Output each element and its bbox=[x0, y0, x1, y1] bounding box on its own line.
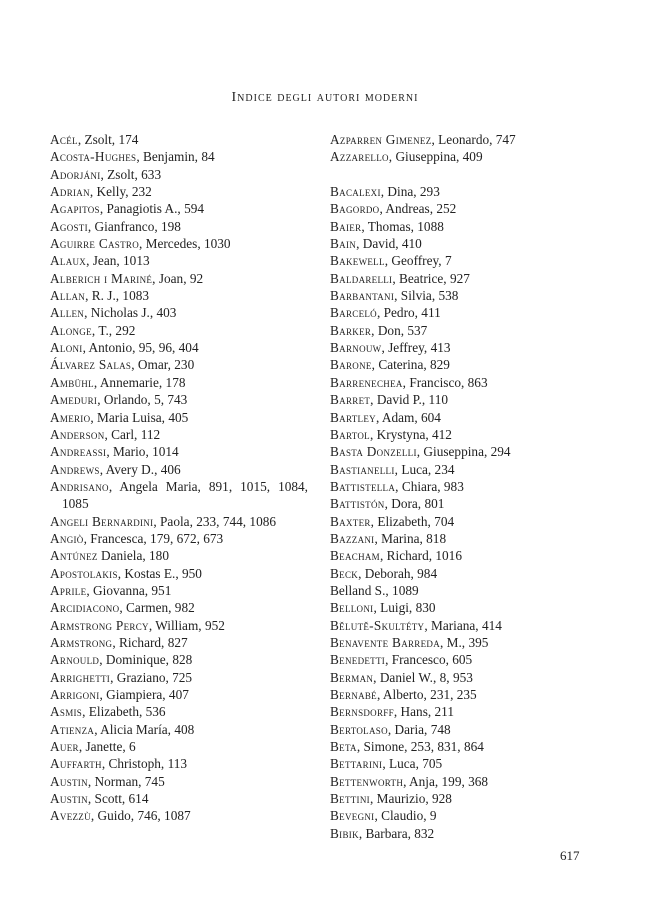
author-surname: Acél bbox=[50, 132, 78, 147]
entry-details: , David P., 110 bbox=[370, 392, 448, 408]
index-entry bbox=[330, 461, 588, 478]
entry-details: , Graziano, 725 bbox=[110, 669, 193, 685]
index-entry bbox=[330, 235, 588, 252]
index-entry bbox=[330, 409, 588, 426]
author-surname: Arrighetti bbox=[50, 669, 111, 685]
index-entry bbox=[50, 478, 308, 513]
author-surname: Alonge bbox=[50, 322, 92, 338]
index-entry bbox=[50, 599, 308, 616]
author-surname: Ameduri bbox=[50, 392, 98, 408]
index-entry bbox=[330, 582, 588, 599]
author-surname: Adrian bbox=[50, 184, 90, 200]
author-surname: Aloni bbox=[50, 340, 83, 356]
entry-details: , Leonardo, 747 bbox=[431, 132, 516, 147]
author-surname: Acosta-Hughes bbox=[50, 149, 137, 165]
entry-details: , Alicia María, 408 bbox=[94, 721, 195, 737]
index-entry bbox=[330, 200, 588, 217]
entry-details: , Joan, 92 bbox=[152, 270, 204, 286]
index-entry bbox=[50, 322, 308, 339]
entry-details: , R. J., 1083 bbox=[85, 288, 150, 304]
entry-details: , Anja, 199, 368 bbox=[403, 773, 489, 789]
entry-details: , William, 952 bbox=[148, 617, 225, 633]
entry-details: , Gianfranco, 198 bbox=[87, 218, 181, 234]
author-surname: Auer bbox=[50, 739, 79, 755]
index-entry bbox=[330, 391, 588, 408]
entry-details: , Claudio, 9 bbox=[374, 808, 437, 824]
author-surname: Aprile bbox=[50, 582, 87, 598]
index-entry bbox=[330, 651, 588, 668]
index-entry bbox=[50, 391, 308, 408]
index-entry bbox=[50, 461, 308, 478]
author-surname: Baxter bbox=[330, 513, 371, 529]
author-surname: Allen bbox=[50, 305, 85, 321]
author-surname: Berman bbox=[330, 669, 374, 685]
entry-details: , Christoph, 113 bbox=[101, 756, 188, 772]
index-entry bbox=[330, 807, 588, 824]
author-surname: Barnouw bbox=[330, 340, 382, 356]
author-surname: Andrisano bbox=[50, 478, 109, 494]
index-entry bbox=[50, 200, 308, 217]
letter-section-gap bbox=[330, 166, 588, 183]
author-surname: Bělutě-Skultéty bbox=[330, 617, 425, 633]
index-entry bbox=[330, 287, 588, 304]
index-entry bbox=[330, 270, 588, 287]
entry-details: , Francesca, 179, 672, 673 bbox=[83, 530, 224, 546]
index-entry bbox=[50, 582, 308, 599]
index-entry bbox=[330, 252, 588, 269]
entry-details: , Orlando, 5, 743 bbox=[97, 392, 188, 408]
entry-details: , Daria, 748 bbox=[387, 721, 451, 737]
entry-details: , T., 292 bbox=[91, 322, 136, 338]
author-surname: Arrigoni bbox=[50, 687, 100, 702]
index-entry bbox=[330, 478, 588, 495]
author-surname: Asmis bbox=[50, 704, 83, 720]
entry-details: , David, 410 bbox=[356, 236, 422, 252]
author-surname: Bastianelli bbox=[330, 461, 395, 477]
author-surname: Auffarth bbox=[50, 756, 102, 772]
entry-details: , Richard, 827 bbox=[112, 634, 188, 650]
page-number: 617 bbox=[560, 848, 580, 863]
index-entry bbox=[330, 530, 588, 547]
entry-details: , Beatrice, 927 bbox=[392, 270, 470, 286]
entry-details: , Janette, 6 bbox=[78, 739, 136, 755]
index-entry bbox=[50, 669, 308, 686]
index-entry bbox=[330, 755, 588, 772]
index-entry bbox=[330, 703, 588, 720]
author-surname: Barceló bbox=[330, 305, 377, 321]
index-entry bbox=[50, 166, 308, 183]
index-entry bbox=[330, 443, 588, 460]
index-entry bbox=[50, 807, 308, 824]
index-entry bbox=[330, 599, 588, 616]
index-entry bbox=[330, 131, 588, 148]
entry-details: , Avery D., 406 bbox=[99, 461, 181, 477]
entry-details: , Silvia, 538 bbox=[394, 288, 459, 304]
index-entry bbox=[50, 721, 308, 738]
entry-details: Daniela, 180 bbox=[97, 548, 169, 564]
entry-details: , Caterina, 829 bbox=[371, 357, 450, 373]
index-entry bbox=[330, 304, 588, 321]
index-entry bbox=[50, 148, 308, 165]
entry-details: , Thomas, 1088 bbox=[361, 218, 444, 234]
index-entry bbox=[50, 218, 308, 235]
entry-details: , Elizabeth, 536 bbox=[82, 704, 166, 720]
entry-details: , Paola, 233, 744, 1086 bbox=[153, 513, 277, 529]
author-surname: Beta bbox=[330, 739, 357, 755]
entry-details: , Luca, 234 bbox=[394, 461, 455, 477]
entry-details: , Barbara, 832 bbox=[358, 825, 435, 841]
entry-details: , Mario, 1014 bbox=[106, 444, 179, 460]
index-entry bbox=[50, 409, 308, 426]
entry-details: , Krystyna, 412 bbox=[369, 426, 452, 442]
index-entry bbox=[50, 790, 308, 807]
entry-details: , Andreas, 252 bbox=[379, 201, 457, 217]
author-surname: Alaux bbox=[50, 253, 87, 269]
index-entry bbox=[50, 443, 308, 460]
entry-details: , Alberto, 231, 235 bbox=[376, 687, 477, 702]
entry-details: Belland S., 1089 bbox=[330, 582, 419, 598]
index-entry bbox=[50, 651, 308, 668]
entry-details: , Pedro, 411 bbox=[376, 305, 441, 321]
entry-details: , Chiara, 983 bbox=[395, 478, 464, 494]
entry-details: , Zsolt, 174 bbox=[77, 132, 139, 147]
author-surname: Atienza bbox=[50, 721, 95, 737]
author-surname: Avezzù bbox=[50, 808, 91, 824]
author-surname: Bettini bbox=[330, 791, 370, 807]
index-entry bbox=[50, 252, 308, 269]
index-entry bbox=[330, 218, 588, 235]
entry-details: , Jeffrey, 413 bbox=[381, 340, 451, 356]
entry-details: , Annemarie, 178 bbox=[93, 374, 186, 390]
index-entry bbox=[50, 513, 308, 530]
index-column-left bbox=[50, 131, 308, 825]
index-entry bbox=[330, 686, 588, 703]
entry-details: , Richard, 1016 bbox=[379, 548, 462, 564]
author-surname: Barret bbox=[330, 392, 371, 408]
author-surname: Agapitos bbox=[50, 201, 100, 217]
entry-details: , Maria Luisa, 405 bbox=[90, 409, 189, 425]
entry-details: , Nicholas J., 403 bbox=[84, 305, 177, 321]
author-surname: Battistella bbox=[330, 478, 396, 494]
author-surname: Barbantani bbox=[330, 288, 395, 304]
entry-details: , Carl, 112 bbox=[104, 426, 161, 442]
entry-details: , Francisco, 863 bbox=[402, 374, 488, 390]
index-entry bbox=[330, 148, 588, 165]
entry-details: , Scott, 614 bbox=[87, 791, 149, 807]
author-surname: Angiò bbox=[50, 530, 84, 546]
author-surname: Battistón bbox=[330, 496, 385, 512]
author-surname: Baldarelli bbox=[330, 270, 393, 286]
index-entry bbox=[50, 287, 308, 304]
entry-details: , Mercedes, 1030 bbox=[139, 236, 231, 252]
entry-details: , Maurizio, 928 bbox=[369, 791, 452, 807]
author-surname: Benedetti bbox=[330, 652, 386, 668]
entry-details: , Francesco, 605 bbox=[385, 652, 473, 668]
index-entry bbox=[330, 426, 588, 443]
author-surname: Azparren Gimenez bbox=[330, 132, 432, 147]
entry-details: , Mariana, 414 bbox=[424, 617, 502, 633]
author-surname: Baier bbox=[330, 218, 362, 234]
index-entry bbox=[50, 738, 308, 755]
entry-details: , Luca, 705 bbox=[382, 756, 443, 772]
entry-details: , Panagiotis A., 594 bbox=[99, 201, 205, 217]
entry-details: , Angela Maria, 891, 1015, 1084, 1085 bbox=[62, 478, 308, 512]
index-entry bbox=[50, 270, 308, 287]
entry-details: , Hans, 211 bbox=[393, 704, 454, 720]
author-surname: Bernsdorff bbox=[330, 704, 394, 720]
entry-details: , Luigi, 830 bbox=[373, 600, 436, 616]
author-surname: Andrews bbox=[50, 461, 100, 477]
index-entry bbox=[50, 703, 308, 720]
entry-details: , Daniel W., 8, 953 bbox=[373, 669, 473, 685]
index-entry bbox=[50, 755, 308, 772]
index-entry bbox=[330, 790, 588, 807]
entry-details: , Kelly, 232 bbox=[89, 184, 152, 200]
page-title: Indice degli autori moderni bbox=[231, 90, 419, 105]
index-entry bbox=[330, 339, 588, 356]
author-surname: Barker bbox=[330, 322, 372, 338]
author-surname: Armstrong Percy bbox=[50, 617, 149, 633]
entry-details: , Geoffrey, 7 bbox=[384, 253, 452, 269]
index-entry bbox=[50, 547, 308, 564]
author-surname: Bettenworth bbox=[330, 773, 404, 789]
index-entry bbox=[330, 183, 588, 200]
author-surname: Bakewell bbox=[330, 253, 385, 269]
author-surname: Bacalexi bbox=[330, 184, 381, 200]
entry-details: , Guido, 746, 1087 bbox=[90, 808, 191, 824]
index-entry bbox=[50, 304, 308, 321]
index-entry bbox=[50, 565, 308, 582]
author-surname: Amerio bbox=[50, 409, 91, 425]
index-entry bbox=[330, 374, 588, 391]
author-surname: Belloni bbox=[330, 600, 374, 616]
entry-details: , Jean, 1013 bbox=[86, 253, 150, 269]
entry-details: , Adam, 604 bbox=[375, 409, 441, 425]
author-surname: Armstrong bbox=[50, 634, 113, 650]
author-surname: Arcidiacono bbox=[50, 600, 120, 616]
author-surname: Andreassi bbox=[50, 444, 107, 460]
entry-details: , Deborah, 984 bbox=[358, 565, 438, 581]
index-entry bbox=[50, 426, 308, 443]
author-surname: Bernabé bbox=[330, 687, 377, 702]
entry-details: , Giuseppina, 409 bbox=[388, 149, 483, 165]
index-entry bbox=[50, 235, 308, 252]
index-entry bbox=[50, 339, 308, 356]
index-entry bbox=[330, 322, 588, 339]
entry-details: , Norman, 745 bbox=[87, 773, 165, 789]
author-surname: Álvarez Salas bbox=[50, 357, 132, 373]
author-surname: Bettarini bbox=[330, 756, 383, 772]
index-entry bbox=[330, 634, 588, 651]
index-entry bbox=[330, 669, 588, 686]
index-entry bbox=[330, 738, 588, 755]
index-entry bbox=[330, 356, 588, 373]
entry-details: , Giampiera, 407 bbox=[99, 687, 189, 702]
author-surname: Allan bbox=[50, 288, 86, 304]
index-entry bbox=[330, 825, 588, 842]
author-surname: Alberich i Mariné bbox=[50, 270, 153, 286]
entry-details: , Omar, 230 bbox=[131, 357, 195, 373]
entry-details: , Dominique, 828 bbox=[99, 652, 193, 668]
entry-details: , Giovanna, 951 bbox=[86, 582, 172, 598]
index-entry bbox=[330, 547, 588, 564]
entry-details: , Carmen, 982 bbox=[119, 600, 195, 616]
entry-details: , Antonio, 95, 96, 404 bbox=[82, 340, 199, 356]
index-entry bbox=[50, 131, 308, 148]
entry-details: , Elizabeth, 704 bbox=[370, 513, 455, 529]
index-entry bbox=[50, 374, 308, 391]
author-surname: Bartley bbox=[330, 409, 376, 425]
author-surname: Aguirre Castro bbox=[50, 236, 139, 252]
entry-details: , Kostas E., 950 bbox=[117, 565, 202, 581]
index-entry bbox=[50, 356, 308, 373]
author-surname: Arnould bbox=[50, 652, 100, 668]
index-entry bbox=[330, 565, 588, 582]
index-entry bbox=[330, 495, 588, 512]
author-surname: Bevegni bbox=[330, 808, 375, 824]
entry-details: , Simone, 253, 831, 864 bbox=[356, 739, 484, 755]
author-surname: Ambühl bbox=[50, 374, 94, 390]
entry-details: , Zsolt, 633 bbox=[100, 166, 162, 182]
author-surname: Bartol bbox=[330, 426, 370, 442]
index-entry bbox=[50, 617, 308, 634]
author-surname: Benavente Barreda bbox=[330, 634, 440, 650]
entry-details: , M., 395 bbox=[440, 634, 489, 650]
entry-details: , Giuseppina, 294 bbox=[416, 444, 511, 460]
author-surname: Azzarello bbox=[330, 149, 389, 165]
index-entry bbox=[50, 773, 308, 790]
author-surname: Antúnez bbox=[50, 548, 98, 564]
author-surname: Barrenechea bbox=[330, 374, 403, 390]
index-entry bbox=[330, 721, 588, 738]
index-entry bbox=[330, 617, 588, 634]
entry-details: , Dora, 801 bbox=[384, 496, 445, 512]
index-entry bbox=[330, 773, 588, 790]
author-surname: Beacham bbox=[330, 548, 380, 564]
index-column-right bbox=[330, 131, 588, 842]
author-surname: Basta Donzelli bbox=[330, 444, 417, 460]
index-entry bbox=[50, 183, 308, 200]
entry-details: , Don, 537 bbox=[371, 322, 428, 338]
author-surname: Beck bbox=[330, 565, 359, 581]
author-surname: Anderson bbox=[50, 426, 105, 442]
author-surname: Bibik bbox=[330, 825, 359, 841]
index-entry bbox=[50, 686, 308, 703]
author-surname: Barone bbox=[330, 357, 372, 373]
index-entry bbox=[50, 634, 308, 651]
author-surname: Bagordo bbox=[330, 201, 380, 217]
entry-details: , Dina, 293 bbox=[380, 184, 440, 200]
author-surname: Austin bbox=[50, 773, 88, 789]
index-entry bbox=[330, 513, 588, 530]
entry-details: , Marina, 818 bbox=[374, 530, 447, 546]
index-entry bbox=[50, 530, 308, 547]
author-surname: Agosti bbox=[50, 218, 88, 234]
author-surname: Bazzani bbox=[330, 530, 375, 546]
author-surname: Bain bbox=[330, 236, 357, 252]
author-surname: Angeli Bernardini bbox=[50, 513, 154, 529]
author-surname: Austin bbox=[50, 791, 88, 807]
author-surname: Bertolaso bbox=[330, 721, 388, 737]
entry-details: , Benjamin, 84 bbox=[136, 149, 215, 165]
author-surname: Adorjáni bbox=[50, 166, 101, 182]
author-surname: Apostolakis bbox=[50, 565, 118, 581]
